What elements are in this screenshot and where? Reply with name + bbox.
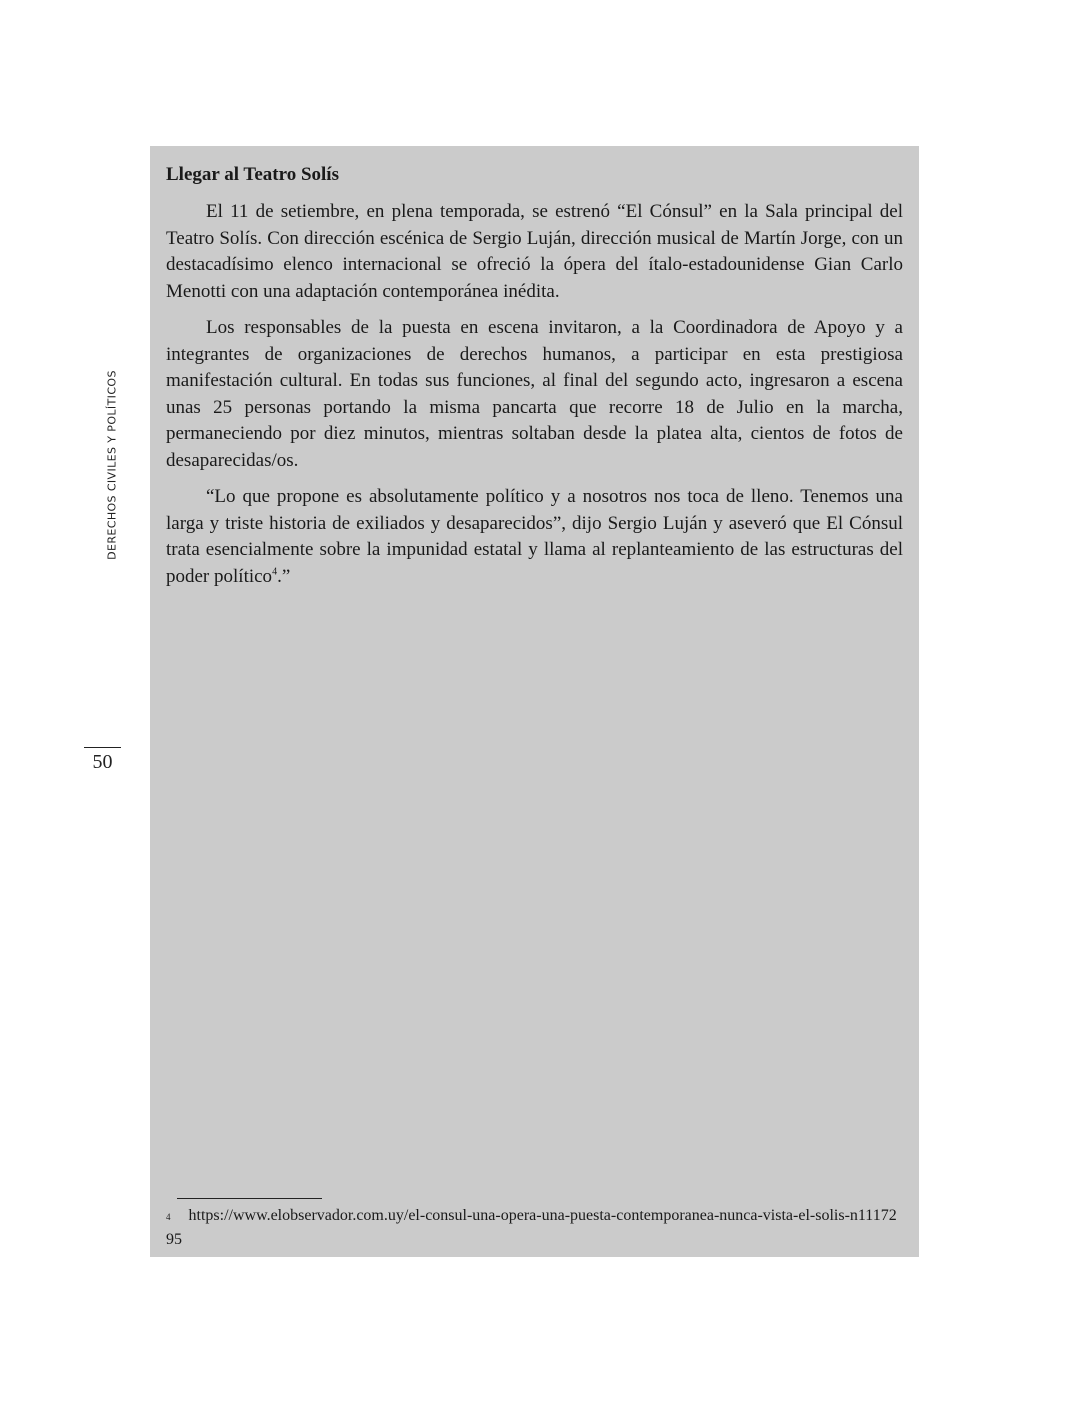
section-title: Llegar al Teatro Solís [166, 164, 339, 185]
paragraph-3-text: “Lo que propone es absolutamente político y a nosotros nos toca de lleno. Tenemos una larga y triste historia de exiliados y desaparecidos”, dijo Sergio Luján y aseveró que El Cónsul trata esencialmente sobre la impunidad estatal y llama al replanteamiento de las estructuras del poder político [166, 486, 903, 587]
paragraph-2: Los responsables de la puesta en escena invitaron, a la Coordinadora de Apoyo y a integrantes de organizaciones de derechos humanos, a participar en esta prestigiosa manifestación cultural. En todas sus funciones, al final del segundo acto, ingresaron a escena unas 25 personas portando la misma pancarta que recorre 18 de Julio en la marcha, permaneciendo por diez minutos, mientras soltaban desde la platea alta, cientos de fotos de desaparecidas/os. [166, 317, 903, 471]
article-body [166, 160, 903, 600]
page-number: 50 [92, 751, 113, 773]
footnote-separator [177, 1198, 322, 1199]
footnote [166, 1204, 903, 1252]
footnote-reference[interactable]: 4 [272, 566, 278, 578]
page-number-rule [84, 747, 121, 748]
running-section-label: DERECHOS CIVILES Y POLÍTICOS [105, 370, 119, 560]
paragraph-3 [166, 484, 903, 590]
paragraph-3-closing: .” [277, 565, 291, 587]
paragraph-1: El 11 de setiembre, en plena temporada, se estrenó “El Cónsul” en la Sala principal del Teatro Solís. Con dirección escénica de Sergio Luján, dirección musical de Martín Jorge, con un destacadísimo elenco internacional se ofreció la ópera del ítalo-estadounidense Gian Carlo Menotti con una adaptación contemporánea inédita. [166, 201, 903, 302]
footnote-marker: 4 [166, 1212, 171, 1222]
footnote-url[interactable]: https://www.elobservador.com.uy/el-consul-una-opera-una-puesta-contemporanea-nunca-vista-el-solis-n1117295 [166, 1207, 897, 1248]
